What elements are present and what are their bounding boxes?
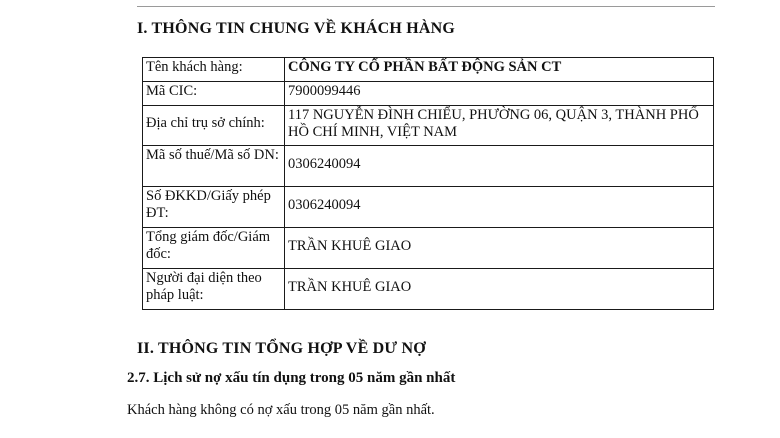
row-value-cic: 7900099446 — [285, 82, 714, 106]
tax-code-text: 0306240094 — [288, 156, 361, 172]
table-row — [143, 146, 714, 187]
section-2-heading: II. THÔNG TIN TỔNG HỢP VỀ DƯ NỢ — [137, 340, 426, 357]
section-1-heading: I. THÔNG TIN CHUNG VỀ KHÁCH HÀNG — [137, 20, 456, 37]
row-label-customer-name: Tên khách hàng: — [143, 58, 285, 82]
row-label-address — [143, 106, 285, 146]
table-row — [143, 269, 714, 310]
legal-rep-text: TRẦN KHUÊ GIAO — [288, 279, 412, 295]
row-label-business-reg: Số ĐKKD/Giấy phép ĐT: — [143, 187, 285, 228]
row-value-customer-name: CÔNG TY CỔ PHẦN BẤT ĐỘNG SẢN CT — [285, 58, 714, 82]
table-row — [143, 82, 714, 106]
row-label-general-director: Tổng giám đốc/Giám đốc: — [143, 228, 285, 269]
general-director-text: TRẦN KHUÊ GIAO — [288, 238, 412, 254]
business-reg-text: 0306240094 — [288, 197, 361, 213]
row-value-business-reg — [285, 187, 714, 228]
address-label-text: Địa chỉ trụ sở chính: — [146, 115, 265, 131]
row-value-legal-rep — [285, 269, 714, 310]
row-label-legal-rep: Người đại diện theo pháp luật: — [143, 269, 285, 310]
row-label-cic: Mã CIC: — [143, 82, 285, 106]
row-label-tax-code: Mã số thuế/Mã số DN: — [143, 146, 285, 187]
row-value-general-director — [285, 228, 714, 269]
customer-info-table — [142, 57, 714, 310]
table-row — [143, 228, 714, 269]
section-2-7-subheading: 2.7. Lịch sử nợ xấu tín dụng trong 05 năm gần nhất — [127, 370, 456, 386]
bad-debt-note: Khách hàng không có nợ xấu trong 05 năm gần nhất. — [127, 402, 435, 418]
row-value-address: 117 NGUYỄN ĐÌNH CHIỂU, PHƯỜNG 06, QUẬN 3, THÀNH PHỐ HỒ CHÍ MINH, VIỆT NAM — [285, 106, 714, 146]
table-row — [143, 58, 714, 82]
table-row — [143, 106, 714, 146]
row-value-tax-code — [285, 146, 714, 187]
top-divider — [137, 6, 715, 7]
table-row — [143, 187, 714, 228]
